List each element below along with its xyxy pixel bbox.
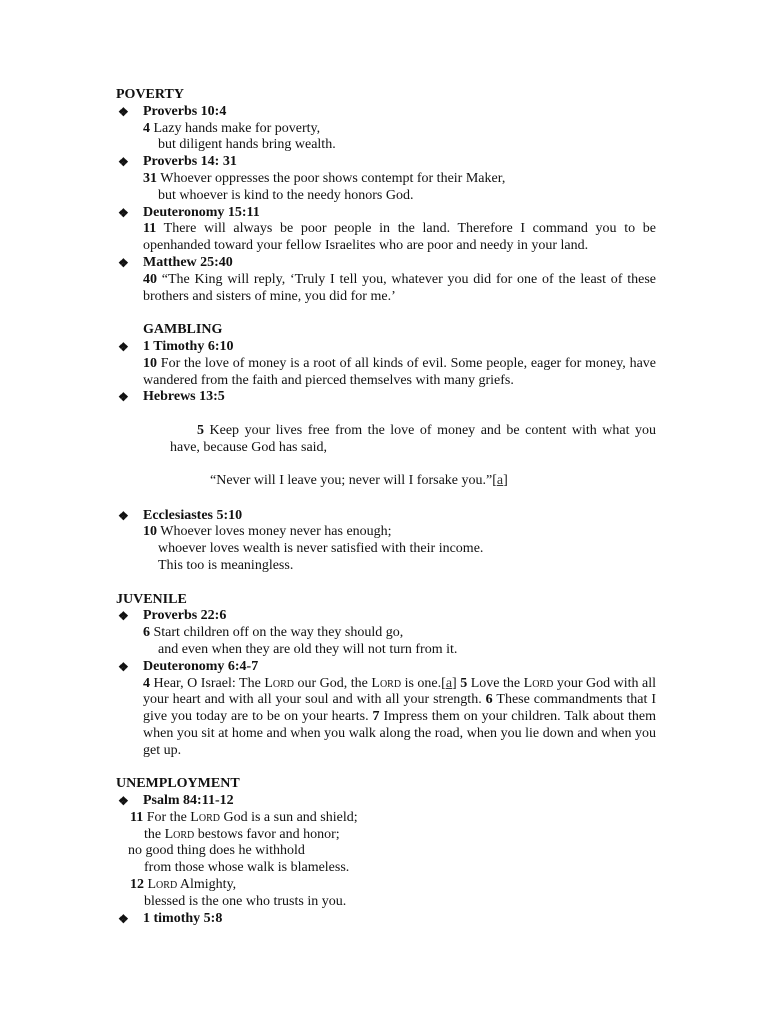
verse-text: and even when they are old they will not turn from it. bbox=[158, 641, 458, 657]
diamond-bullet-icon: ❖ bbox=[118, 609, 129, 624]
verse-ref: ❖ 1 timothy 5:8 bbox=[118, 910, 223, 926]
verse-text: from those whose walk is blameless. bbox=[144, 860, 350, 876]
verse-text: 12 Lord Almighty, bbox=[130, 877, 237, 893]
verse-text: no good thing does he withhold bbox=[128, 843, 305, 859]
verse-text: 6 Start children off on the way they should go, bbox=[143, 625, 404, 641]
diamond-bullet-icon: ❖ bbox=[118, 508, 129, 523]
verse-text: 11 There will always be poor people in the land. Therefore I command you to be openhanded toward your fellow Israelites who are poor and needy in your land. bbox=[143, 221, 656, 254]
document-page bbox=[116, 87, 656, 927]
diamond-bullet-icon: ❖ bbox=[118, 659, 129, 674]
verse-text: 4 Lazy hands make for poverty, bbox=[143, 120, 321, 136]
footnote-link[interactable]: a bbox=[496, 472, 504, 488]
verse-text: but diligent hands bring wealth. bbox=[158, 137, 336, 153]
diamond-bullet-icon: ❖ bbox=[118, 155, 129, 170]
verse-text: 5 Keep your lives free from the love of money and be content with what you have, because God has said, bbox=[170, 423, 656, 455]
diamond-bullet-icon: ❖ bbox=[118, 205, 129, 220]
verse-text: 10 For the love of money is a root of all kinds of evil. Some people, eager for money, have wandered from the faith and pierced themselves with many griefs. bbox=[143, 355, 657, 388]
verse-text: the Lord bestows favor and honor; bbox=[144, 826, 340, 842]
section-heading-poverty: POVERTY bbox=[116, 87, 184, 102]
verse-text: but whoever is kind to the needy honors God. bbox=[158, 187, 414, 203]
diamond-bullet-icon: ❖ bbox=[118, 390, 129, 405]
diamond-bullet-icon: ❖ bbox=[118, 104, 129, 119]
verse-ref: ❖ Deuteronomy 6:4-7 bbox=[118, 658, 259, 674]
diamond-bullet-icon: ❖ bbox=[118, 339, 129, 354]
verse-text: 31 Whoever oppresses the poor shows contempt for their Maker, bbox=[143, 170, 506, 186]
verse-ref: ❖ Matthew 25:40 bbox=[118, 254, 233, 270]
verse-ref: ❖ 1 Timothy 6:10 bbox=[118, 338, 234, 354]
section-heading-gambling: GAMBLING bbox=[143, 322, 223, 338]
footnote-link[interactable]: a bbox=[445, 675, 453, 691]
section-heading-juvenile: JUVENILE bbox=[116, 591, 187, 607]
verse-text: 40 “The King will reply, ‘Truly I tell you, whatever you did for one of the least of these brothers and sisters of mine, you did for me.’ bbox=[143, 271, 657, 304]
verse-text: blessed is the one who trusts in you. bbox=[144, 893, 347, 909]
verse-ref: ❖ Hebrews 13:5 bbox=[118, 389, 225, 405]
diamond-bullet-icon: ❖ bbox=[118, 911, 129, 926]
verse-text: whoever loves wealth is never satisfied with their income. bbox=[158, 541, 484, 557]
verse-ref: ❖ Ecclesiastes 5:10 bbox=[118, 507, 243, 523]
diamond-bullet-icon: ❖ bbox=[118, 255, 129, 270]
verse-text: 4 Hear, O Israel: The Lord our God, the Lord is one.[a] 5 Love the Lord your God with all your heart and with all your soul and with all your strength. 6 These commandments that I give you today are to be on your hearts. 7 Impress them on your children. Talk about them when you sit at home and when you walk along the road, when you lie down and when you get up. bbox=[143, 675, 657, 758]
verse-ref: ❖ Proverbs 14: 31 bbox=[118, 154, 237, 170]
verse-ref: ❖ Proverbs 22:6 bbox=[118, 608, 227, 624]
verse-ref: ❖ Deuteronomy 15:11 bbox=[118, 204, 260, 220]
verse-text: This too is meaningless. bbox=[158, 557, 294, 573]
verse-text: 11 For the Lord God is a sun and shield; bbox=[130, 809, 358, 825]
section-heading-unemployment: UNEMPLOYMENT bbox=[116, 776, 240, 792]
verse-ref: ❖ Proverbs 10:4 bbox=[118, 103, 227, 119]
verse-quote: “Never will I leave you; never will I forsake you.”[a] bbox=[210, 472, 508, 488]
diamond-bullet-icon: ❖ bbox=[118, 794, 129, 809]
verse-text: 10 Whoever loves money never has enough; bbox=[143, 524, 392, 540]
verse-ref: ❖ Psalm 84:11-12 bbox=[118, 793, 234, 809]
